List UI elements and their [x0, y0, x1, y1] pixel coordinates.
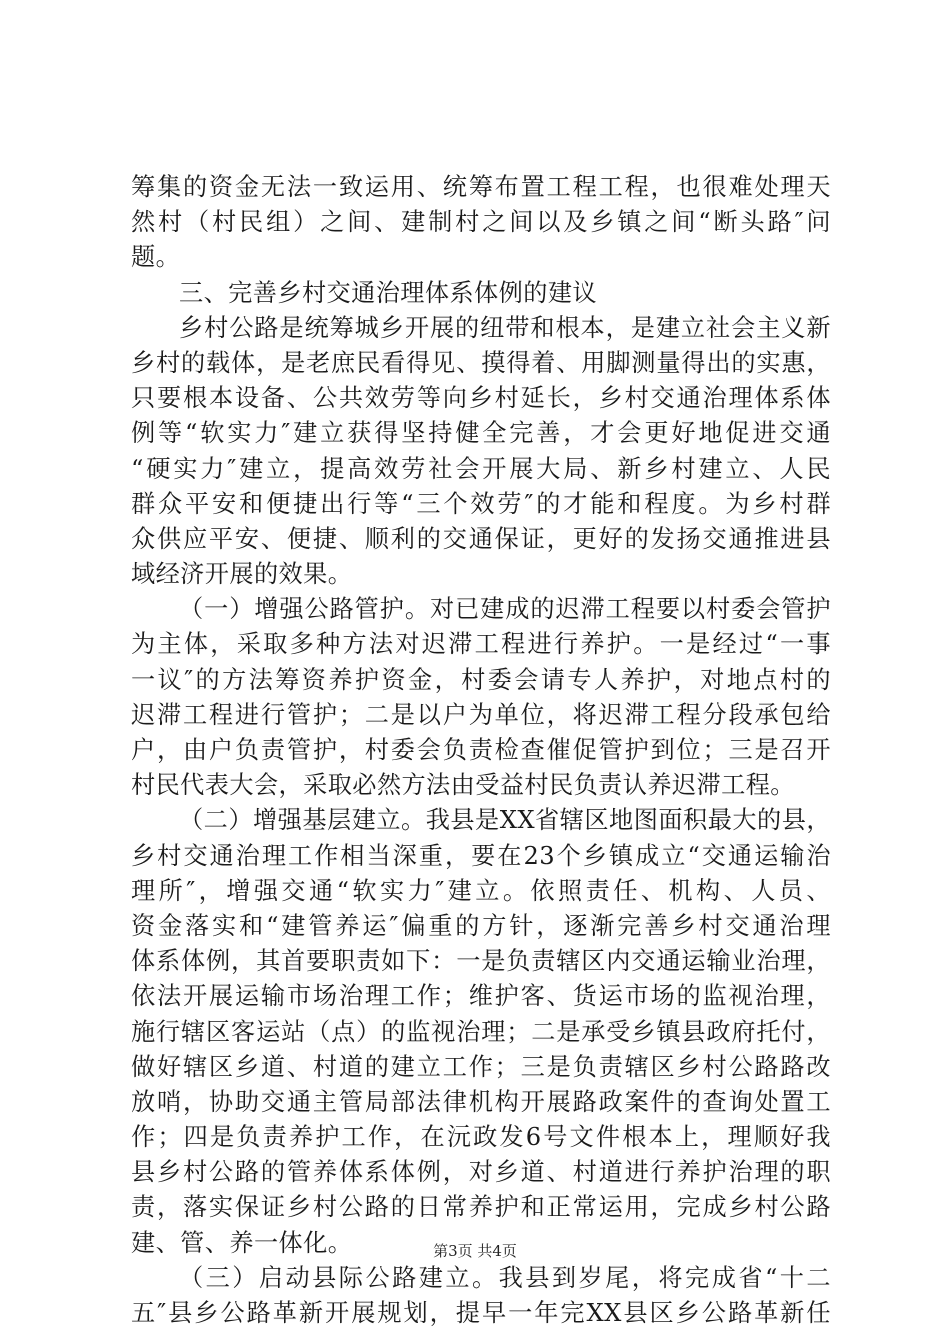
text-line: 资金落实和“建管养运″偏重的方针，逐渐完善乡村交通治理	[131, 911, 831, 940]
text-line: 责，落实保证乡村公路的日常养护和正常运用，完成乡村公路	[131, 1193, 831, 1222]
text-line: 众供应平安、便捷、顺利的交通保证，更好的发扬交通推进县	[131, 524, 831, 553]
document-body	[131, 170, 831, 1331]
page-footer: 第3页 共4页	[433, 1242, 517, 1260]
text-line: 只要根本设备、公共效劳等向乡村延长，乡村交通治理体系体	[131, 384, 831, 413]
text-line: 群众平安和便捷出行等“三个效劳″的才能和程度。为乡村群	[131, 489, 831, 518]
text-line: （三）启动县际公路建立。我县到岁尾，将完成省“十二	[179, 1263, 831, 1292]
text-line: （一）增强公路管护。对已建成的迟滞工程要以村委会管护	[179, 595, 831, 624]
text-line: 作；四是负责养护工作，在沅政发6号文件根本上，理顺好我	[131, 1123, 831, 1152]
text-line: 五″县乡公路革新开展规划，提早一年完XX县区乡公路革新任	[131, 1299, 831, 1327]
text-line: 依法开展运输市场治理工作；维护客、货运市场的监视治理，	[131, 982, 831, 1011]
text-line: 迟滞工程进行管护；二是以户为单位，将迟滞工程分段承包给	[131, 700, 831, 729]
text-line: 乡村交通治理工作相当深重，要在23个乡镇成立“交通运输治	[131, 841, 831, 870]
text-line: 县乡村公路的管养体系体例，对乡道、村道进行养护治理的职	[131, 1158, 831, 1187]
text-line: 一议″的方法筹资养护资金，村委会请专人养护，对地点村的	[131, 665, 831, 694]
text-line: 理所″，增强交通“软实力″建立。依照责任、机构、人员、	[131, 876, 831, 905]
text-line: 村民代表大会，采取必然方法由受益村民负责认养迟滞工程。	[131, 771, 795, 800]
text-line: 乡村的载体，是老庶民看得见、摸得着、用脚测量得出的实惠，	[131, 348, 831, 377]
text-line: 施行辖区客运站（点）的监视治理；二是承受乡镇县政府托付，	[131, 1017, 831, 1046]
text-line: 例等“软实力″建立获得坚持健全完善，才会更好地促进交通	[131, 419, 831, 448]
text-line: 筹集的资金无法一致运用、统筹布置工程工程，也很难处理天	[131, 173, 831, 201]
text-line: 域经济开展的效果。	[131, 560, 353, 589]
text-line: 题。	[131, 243, 181, 272]
text-line: 乡村公路是统筹城乡开展的纽带和根本，是建立社会主义新	[179, 313, 831, 342]
text-line: “硬实力″建立，提高效劳社会开展大局、新乡村建立、人民	[131, 454, 831, 483]
text-line: 体系体例，其首要职责如下：一是负责辖区内交通运输业治理，	[131, 947, 831, 976]
text-line: （二）增强基层建立。我县是XX省辖区地图面积最大的县，	[179, 806, 831, 835]
text-line: 为主体，采取多种方法对迟滞工程进行养护。一是经过“一事	[131, 630, 831, 659]
text-line: 建、管、养一体化。	[131, 1228, 353, 1257]
text-line: 放哨，协助交通主管局部法律机构开展路政案件的查询处置工	[131, 1087, 831, 1116]
text-line: 然村（村民组）之间、建制村之间以及乡镇之间“断头路″问	[131, 208, 831, 237]
section-heading: 三、完善乡村交通治理体系体例的建议	[179, 278, 597, 307]
text-line: 户，由户负责管护，村委会负责检查催促管护到位；三是召开	[131, 736, 831, 764]
text-line: 做好辖区乡道、村道的建立工作；三是负责辖区乡村公路路改	[131, 1052, 831, 1081]
